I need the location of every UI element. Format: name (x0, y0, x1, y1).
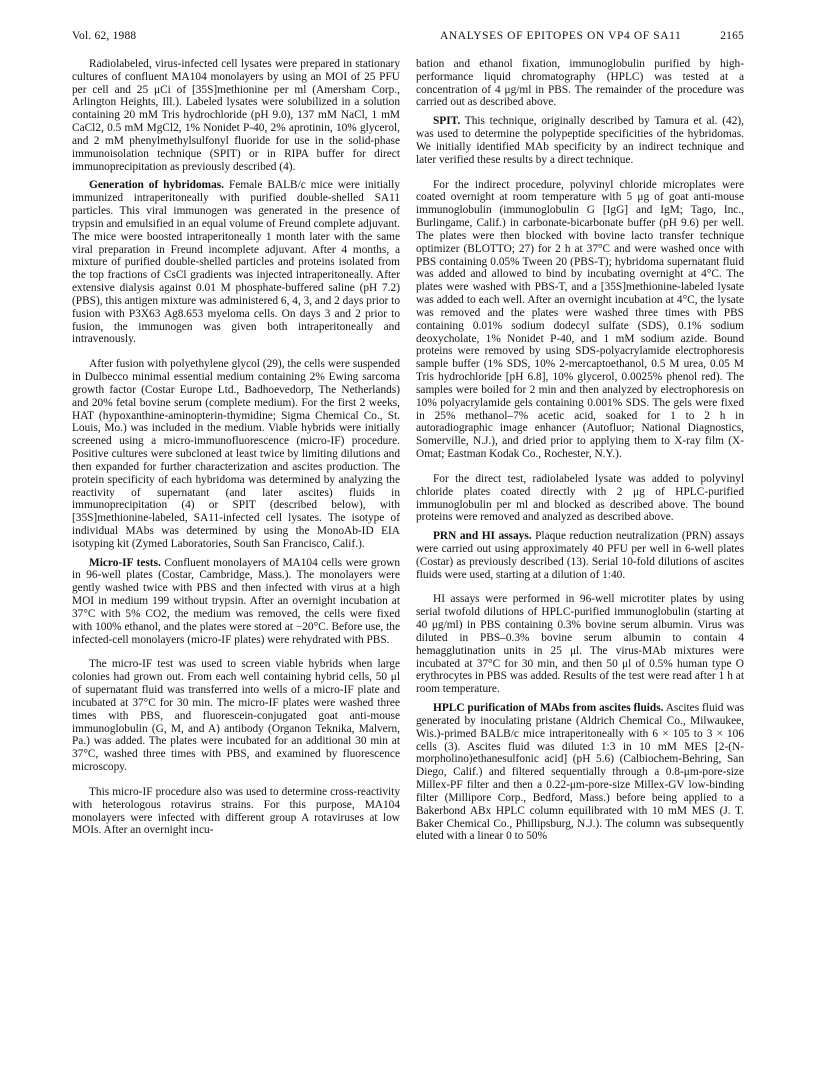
paragraph-fusion: After fusion with polyethylene glycol (29), the cells were suspended in Dulbecco minimal essential medium containing 2% Ewing sarcoma growth factor (Costar Europe Ltd., Badhoevedorp, The Netherlands) and 20% fetal bovine serum (complete medium). For the first 2 weeks, HAT (hypoxanthine-aminopterin-thymidine; Sigma Chemical Co., St. Louis, Mo.) was included in the medium. Viable hybrids were initially screened using a micro-immunofluorescence (micro-IF) procedure. Positive cultures were subcloned at least twice by limiting dilutions and then expanded for further characterization and ascites production. The protein specificity of each hybridoma was determined by analyzing the reactivity of supernatant (and later ascites) fluids in immunoprecipitation (4) or SPIT (described below), with [35S]methionine-labeled, SA11-infected cell lysates. The isotype of individual MAbs was determined by using the MonoAb-ID EIA isotyping kit (Zymed Laboratories, South San Francisco, Calif.). (72, 358, 400, 550)
paragraph-micro-if-tests: Micro-IF tests. Confluent monolayers of MA104 cells were grown in 96-well plates (Costar, Cambridge, Mass.). The monolayers were gently washed twice with PBS and then infected with virus at a high MOI in medium 199 without trypsin. After an overnight incubation at 37°C with 5% CO2, the medium was removed, the cells were fixed with 100% ethanol, and the plates were stored at −20°C. Before use, the infected-cell monolayers (micro-IF plates) were rehydrated with PBS. (72, 556, 400, 646)
paragraph-hplc-purification: HPLC purification of MAbs from ascites fluids. Ascites fluid was generated by inoculating pristane (Aldrich Chemical Co., Milwaukee, Wis.)-primed BALB/c mice intraperitoneally with 6 × 105 to 3 × 106 cells (3). Ascites fluid was diluted 1:3 in 10 mM MES [2-(N-morpholino)ethanesulfonic acid] (pH 5.6) (Calbiochem-Behring, San Diego, Calif.) and filtered sequentially through a 0.8-μm-pore-size Millex-PF filter and then a 0.22-μm-pore-size Millex-GV low-binding filter (Millipore Corp., Bedford, Mass.) before being applied to a Bakerbond ABx HPLC column equilibrated with 10 mM MES (J. T. Baker Chemical Co., Phillipsburg, N.J.). The column was subsequently eluted with a linear 0 to 50% (416, 702, 744, 843)
paragraph-cross-reactivity: This micro-IF procedure also was used to determine cross-reactivity with heterologous rotavirus strains. For this purpose, MA104 monolayers were infected with different group A rotaviruses at low MOIs. After an overnight incu- (72, 785, 400, 837)
paragraph-generation-of-hybridomas: Generation of hybridomas. Female BALB/c mice were initially immunized intraperitoneally with purified double-shelled SA11 particles. This viral immunogen was generated in the presence of trypsin and emulsified in an equal volume of Freund complete adjuvant. The mice were boosted intraperitoneally 1 month later with the same viral preparation in Freund incomplete adjuvant. After 4 months, a mixture of purified double-shelled particles and proteins isolated from the top fractions of CsCl gradients was injected intraperitoneally. After extensive dialysis against 0.01 M phosphate-buffered saline (pH 7.2) (PBS), this antigen mixture was administered 6, 4, 3, and 2 days prior to fusion with P3X63 Ag8.653 myeloma cells. On days 3 and 2 prior to fusion, the immunogen was given both intraperitoneally and intravenously. (72, 179, 401, 346)
section-heading: Micro-IF tests. (89, 556, 161, 569)
section-heading: SPIT. (433, 115, 461, 128)
paragraph-continuation: bation and ethanol fixation, immunoglobulin purified by high-performance liquid chromatography (HPLC) was tested at a concentration of 4 μg/ml in PBS. The remainder of the procedure was carried out as described above. (416, 58, 744, 109)
page-number: 2165 (720, 30, 744, 42)
paragraph-radiolabeled-lysates: Radiolabeled, virus-infected cell lysates were prepared in stationary cultures of confluent MA104 monolayers by using an MOI of 25 PFU per cell and 25 μCi of [35S]methionine per ml (Amersham Corp., Arlington Heights, Ill.). Labeled lysates were solubilized in a solution containing 20 mM Tris hydrochloride (pH 9.0), 137 mM NaCl, 1 mM CaCl2, 0.5 mM MgCl2, 1% Nonidet P-40, 2% aprotinin, 10% glycerol, and 2 mM phenylmethylsulfonyl fluoride for use in the solid-phase immunoisolation technique (SPIT) or in RIPA buffer for direct immunoprecipitation as previously described (4). (72, 58, 400, 173)
running-title: ANALYSES OF EPITOPES ON VP4 OF SA11 (440, 30, 682, 42)
section-heading: HPLC purification of MAbs from ascites fluids. (433, 702, 664, 715)
right-column (416, 58, 744, 843)
volume-year: Vol. 62, 1988 (72, 30, 137, 42)
section-heading: PRN and HI assays. (433, 530, 532, 543)
paragraph-prn-hi-assays: PRN and HI assays. Plaque reduction neutralization (PRN) assays were carried out using approximately 40 PFU per well in 6-well plates (Costar) as previously described (13). Serial 10-fold dilutions of ascites fluids were used, starting at a dilution of 1:40. (416, 530, 744, 581)
paragraph-direct-test: For the direct test, radiolabeled lysate was added to polyvinyl chloride plates coated directly with 2 μg of HPLC-purified immunoglobulin per ml and blocked as described above. The bound proteins were removed and analyzed as described above. (416, 472, 744, 524)
paragraph-indirect-procedure: For the indirect procedure, polyvinyl chloride microplates were coated overnight at room temperature with 5 μg of goat anti-mouse immunoglobulin (immunoglobulin G [IgG] and IgM; Tago, Inc., Burlingame, Calif.) in carbonate-bicarbonate buffer (pH 9.6) per well. The plates were then blocked with bovine lacto transfer technique optimizer (BLOTTO; 27) for 2 h at 37°C and were washed once with PBS containing 0.05% Tween 20 (PBS-T); hybridoma supernatant fluid was added and allowed to bind by incubating overnight at 4°C. The plates were washed with PBS-T, and a [35S]methionine-labeled lysate was added to each well. After an overnight incubation at 4°C, the lysate was removed and the plates were washed three times with PBS containing 0.01% sodium dodecyl sulfate (SDS), 0.1% sodium deoxycholate, 1% Nonidet P-40, and 1 mM sodium azide. Bound proteins were removed by using SDS-polyacrylamide electrophoresis sample buffer (1% SDS, 10% 2-mercaptoethanol, 0.5 M urea, 0.05 M Tris hydrochloride [pH 6.8], 10% glycerol, 0.0025% phenol red). The samples were boiled for 2 min and then analyzed by electrophoresis on 10% polyacrylamide gels containing 0.001% SDS. The gels were fixed in 25% methanol–7% acetic acid, soaked for 1 to 2 h in autoradiographic image enhancer (Autofluor; National Diagnostics, Somerville, N.J.), and dried prior to applying them to X-ray film (X-Omat; Eastman Kodak Co., Rochester, N.Y.). (416, 178, 744, 461)
left-column (72, 58, 400, 837)
paragraph-hi-assays: HI assays were performed in 96-well microtiter plates by using serial twofold dilutions of HPLC-purified immunoglobulin (starting at 40 μg/ml) in PBS containing 0.3% bovine serum albumin. Virus was diluted in PBS–0.3% bovine serum albumin to contain 4 hemagglutination units in 25 μl. The virus-MAb mixtures were incubated at 37°C for 30 min, and then 50 μl of 0.5% human type O erythrocytes in PBS was added. Results of the test were read after 1 h at room temperature. (416, 593, 744, 696)
paragraph-spit: SPIT. This technique, originally described by Tamura et al. (42), was used to determine the polypeptide specificities of the hybridomas. We initially identified MAb specificity by an indirect technique and later verified these results by a direct technique. (416, 115, 744, 166)
section-heading: Generation of hybridomas. (89, 179, 225, 192)
paragraph-micro-if-screening: The micro-IF test was used to screen viable hybrids when large colonies had grown out. From each well containing hybrid cells, 50 μl of supernatant fluid was transferred into wells of a micro-IF plate and incubated at 37°C for 30 min. The micro-IF plates were washed three times with PBS, and fluorescein-conjugated goat anti-mouse immunoglobulin (G, M, and A) antibody (Organon Teknika, Malvern, Pa.) was added. The plates were incubated for an additional 30 min at 37°C, washed three times with PBS, and examined by fluorescence microscopy. (72, 658, 400, 774)
running-header (72, 30, 744, 46)
